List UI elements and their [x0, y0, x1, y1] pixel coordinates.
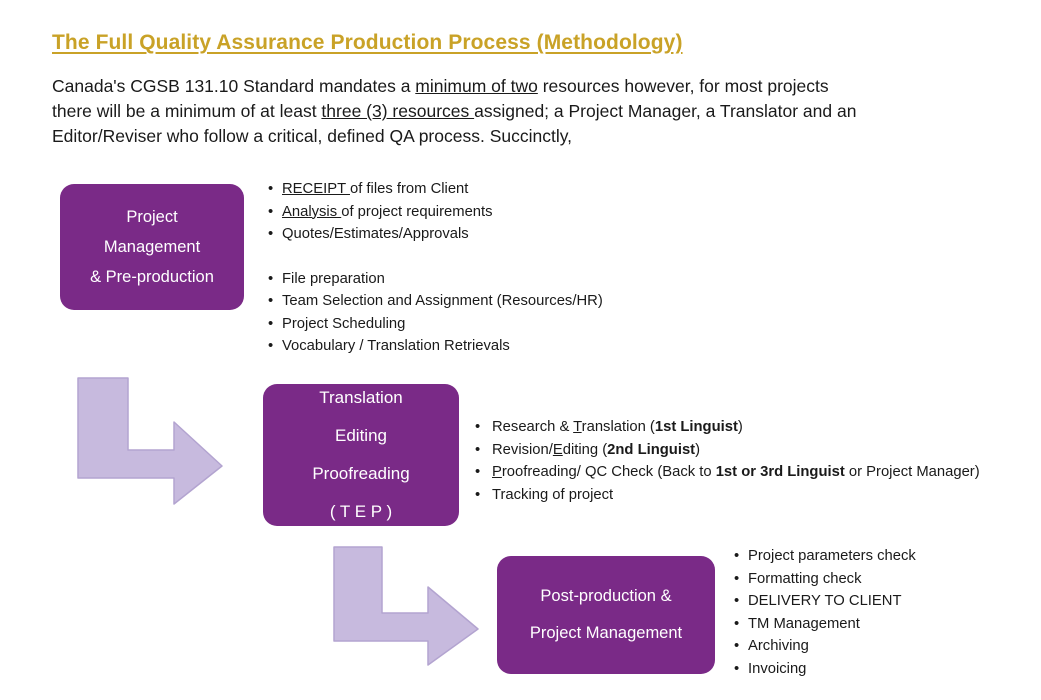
arrow-pm-to-tep	[70, 376, 230, 506]
intro-line1-part-b: resources however, for most projects	[537, 76, 829, 96]
bullet-group-spacer	[282, 246, 603, 268]
bullet-pm-3-text: Quotes/Estimates/Approvals	[282, 226, 469, 242]
list-item	[492, 484, 980, 507]
list-item	[492, 461, 980, 484]
box-tep-line4: ( T E P )	[329, 502, 393, 521]
bullet-pm-1-text: of files from Client	[349, 181, 469, 197]
list-item: • Archiving	[748, 635, 916, 658]
bullets-project-management	[282, 178, 603, 358]
list-item: • TM Management	[748, 613, 916, 636]
list-item: • Invoicing	[748, 658, 916, 681]
box-project-management	[60, 184, 244, 310]
list-item: • File preparation	[282, 268, 603, 291]
arrow-tep-to-post	[328, 545, 486, 667]
bullet-tep-4-pre: Tracking of project	[492, 486, 614, 503]
box-post-production	[497, 556, 715, 674]
box-post-production-line1: Post-production &	[540, 587, 672, 605]
bullet-tep-2-tail: )	[695, 441, 701, 458]
intro-line1-part-a: Canada's CGSB 131.10 Standard mandates a	[52, 76, 416, 96]
list-item	[282, 223, 603, 246]
box-project-management-line1: Project	[126, 208, 178, 226]
list-item	[492, 439, 980, 462]
box-project-management-line3: & Pre-production	[90, 268, 214, 286]
bullet-tep-1-post: ranslation (	[581, 419, 655, 435]
intro-line1-underline: minimum of two	[415, 76, 538, 96]
bullet-tep-1-underline: T	[573, 419, 582, 435]
intro-line2-part-a: there will be a minimum of at least	[52, 101, 322, 121]
bullet-tep-2-underline: E	[552, 441, 563, 458]
list-item: • Project parameters check	[748, 545, 916, 568]
intro-paragraph	[52, 74, 1002, 149]
list-item: • Project Scheduling	[282, 313, 603, 336]
box-project-management-line2: Management	[103, 238, 201, 256]
bullet-pm-2-underline: Analysis	[282, 203, 342, 220]
bullet-tep-2-pre: Revision/	[492, 441, 553, 458]
page-title: The Full Quality Assurance Production Process (Methodology)	[52, 31, 683, 54]
bullet-tep-3-post: roofreading/ QC Check (Back to	[501, 464, 716, 480]
intro-line2-underline: three (3) resources	[321, 101, 475, 121]
bullet-tep-3-bold: 1st or 3rd Linguist	[715, 464, 845, 480]
list-item	[282, 178, 603, 201]
bullet-pm-1-underline: RECEIPT	[282, 181, 350, 197]
bullet-tep-3-underline: P	[492, 464, 502, 480]
list-item: • DELIVERY TO CLIENT	[748, 590, 916, 613]
box-post-production-line2: Project Management	[529, 624, 683, 642]
bullets-post-production	[748, 545, 916, 680]
intro-line2-part-b: assigned; a Project Manager, a Translator and an	[474, 101, 857, 121]
bullet-tep-2-post: diting (	[562, 441, 608, 458]
list-item	[492, 416, 980, 439]
list-item: • Vocabulary / Translation Retrievals	[282, 335, 603, 358]
bullet-pm-2-text: of project requirements	[341, 203, 493, 220]
box-tep-line1: Translation	[319, 388, 403, 407]
bullet-tep-3-tail: or Project Manager)	[844, 464, 980, 480]
list-item: • Team Selection and Assignment (Resources/HR)	[282, 290, 603, 313]
box-translation-editing-proofreading	[263, 384, 459, 526]
intro-line3: Editor/Reviser who follow a critical, defined QA process. Succinctly,	[52, 126, 573, 146]
box-tep-line3: Proofreading	[312, 464, 410, 483]
list-item: • Formatting check	[748, 568, 916, 591]
list-item	[282, 201, 603, 224]
bullets-tep	[492, 416, 980, 506]
bullet-tep-1-pre: Research &	[492, 419, 574, 435]
bullet-tep-1-bold: 1st Linguist	[654, 419, 738, 435]
bullet-tep-1-tail: )	[737, 419, 743, 435]
bullet-tep-2-bold: 2nd Linguist	[607, 441, 696, 458]
box-tep-line2: Editing	[335, 426, 387, 445]
